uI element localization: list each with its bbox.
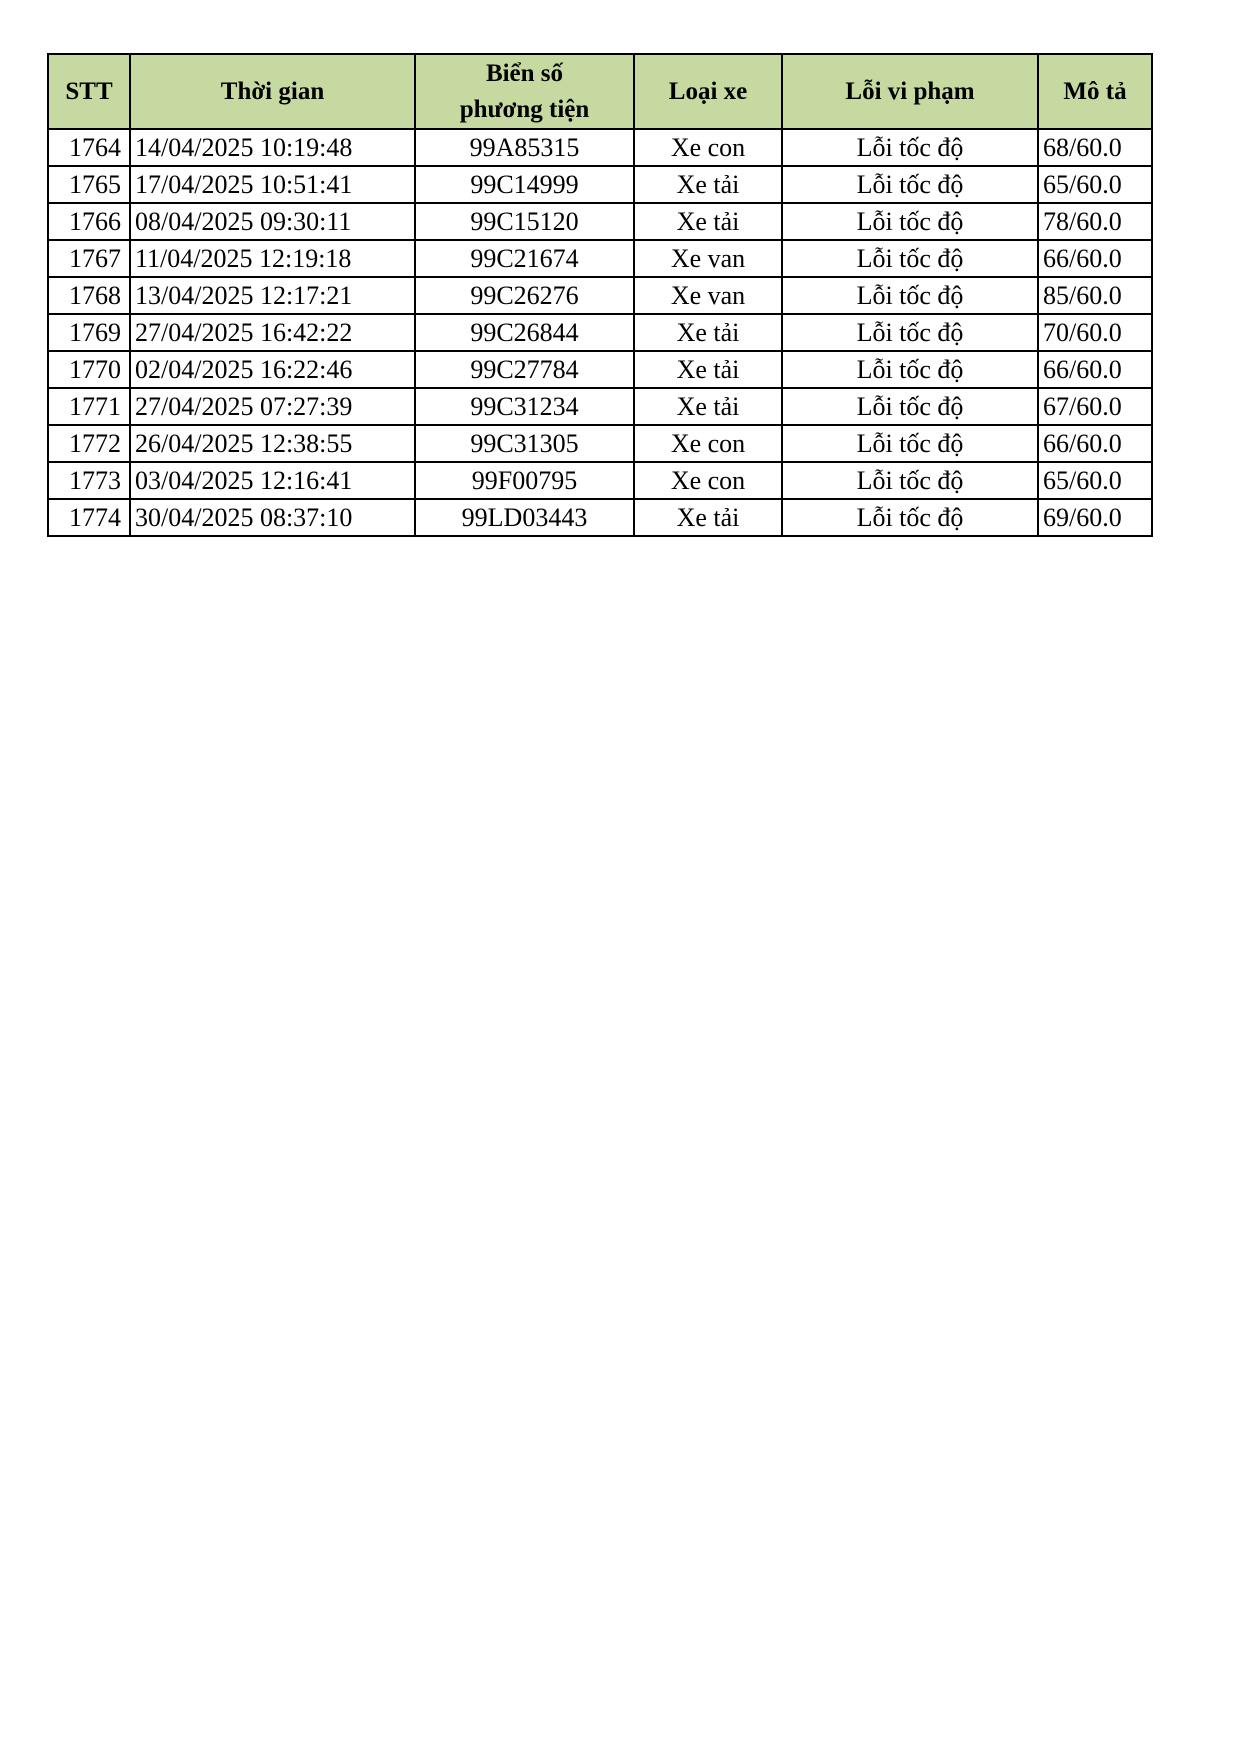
cell-plate: 99C26844 [415,314,634,351]
cell-plate: 99C31305 [415,425,634,462]
cell-time: 02/04/2025 16:22:46 [130,351,415,388]
cell-violation: Lỗi tốc độ [782,314,1038,351]
cell-time: 08/04/2025 09:30:11 [130,203,415,240]
table-row [48,425,1152,462]
table-row [48,129,1152,166]
cell-stt: 1769 [48,314,130,351]
table-header-row [48,54,1152,129]
cell-plate: 99C14999 [415,166,634,203]
cell-vehicle-type: Xe con [634,129,782,166]
cell-plate: 99C31234 [415,388,634,425]
cell-time: 26/04/2025 12:38:55 [130,425,415,462]
header-stt: STT [48,54,130,129]
cell-plate: 99LD03443 [415,499,634,536]
cell-description: 66/60.0 [1038,240,1152,277]
cell-description: 67/60.0 [1038,388,1152,425]
table-row [48,240,1152,277]
header-plate-line2: phương tiện [459,95,590,123]
cell-time: 27/04/2025 07:27:39 [130,388,415,425]
violations-table [47,53,1153,537]
cell-vehicle-type: Xe tải [634,499,782,536]
cell-vehicle-type: Xe tải [634,314,782,351]
cell-description: 65/60.0 [1038,166,1152,203]
cell-vehicle-type: Xe van [634,277,782,314]
header-description: Mô tả [1038,54,1152,129]
table-row [48,314,1152,351]
cell-stt: 1770 [48,351,130,388]
cell-violation: Lỗi tốc độ [782,277,1038,314]
cell-description: 65/60.0 [1038,462,1152,499]
cell-vehicle-type: Xe tải [634,203,782,240]
cell-time: 11/04/2025 12:19:18 [130,240,415,277]
cell-vehicle-type: Xe con [634,462,782,499]
cell-violation: Lỗi tốc độ [782,351,1038,388]
table-body [48,129,1152,536]
table-row [48,277,1152,314]
cell-time: 17/04/2025 10:51:41 [130,166,415,203]
cell-stt: 1764 [48,129,130,166]
cell-time: 30/04/2025 08:37:10 [130,499,415,536]
header-violation: Lỗi vi phạm [782,54,1038,129]
cell-description: 85/60.0 [1038,277,1152,314]
cell-plate: 99C26276 [415,277,634,314]
cell-vehicle-type: Xe con [634,425,782,462]
cell-time: 14/04/2025 10:19:48 [130,129,415,166]
header-plate-line1: Biển số [485,59,564,87]
table-row [48,462,1152,499]
cell-description: 69/60.0 [1038,499,1152,536]
cell-plate: 99A85315 [415,129,634,166]
cell-description: 68/60.0 [1038,129,1152,166]
cell-stt: 1768 [48,277,130,314]
header-time: Thời gian [130,54,415,129]
cell-vehicle-type: Xe tải [634,351,782,388]
table-row [48,166,1152,203]
header-plate [415,54,634,129]
cell-stt: 1773 [48,462,130,499]
cell-violation: Lỗi tốc độ [782,425,1038,462]
cell-violation: Lỗi tốc độ [782,462,1038,499]
cell-time: 03/04/2025 12:16:41 [130,462,415,499]
cell-stt: 1765 [48,166,130,203]
cell-description: 70/60.0 [1038,314,1152,351]
cell-time: 27/04/2025 16:42:22 [130,314,415,351]
cell-description: 66/60.0 [1038,425,1152,462]
cell-vehicle-type: Xe van [634,240,782,277]
cell-description: 66/60.0 [1038,351,1152,388]
table-row [48,351,1152,388]
cell-vehicle-type: Xe tải [634,166,782,203]
cell-stt: 1772 [48,425,130,462]
cell-vehicle-type: Xe tải [634,388,782,425]
header-vehicle-type: Loại xe [634,54,782,129]
cell-violation: Lỗi tốc độ [782,203,1038,240]
cell-violation: Lỗi tốc độ [782,240,1038,277]
cell-plate: 99F00795 [415,462,634,499]
cell-violation: Lỗi tốc độ [782,129,1038,166]
cell-plate: 99C21674 [415,240,634,277]
table-row [48,388,1152,425]
cell-stt: 1766 [48,203,130,240]
cell-violation: Lỗi tốc độ [782,388,1038,425]
cell-violation: Lỗi tốc độ [782,499,1038,536]
cell-violation: Lỗi tốc độ [782,166,1038,203]
cell-description: 78/60.0 [1038,203,1152,240]
table-row [48,203,1152,240]
cell-plate: 99C27784 [415,351,634,388]
cell-time: 13/04/2025 12:17:21 [130,277,415,314]
cell-plate: 99C15120 [415,203,634,240]
cell-stt: 1767 [48,240,130,277]
cell-stt: 1771 [48,388,130,425]
cell-stt: 1774 [48,499,130,536]
table-row [48,499,1152,536]
